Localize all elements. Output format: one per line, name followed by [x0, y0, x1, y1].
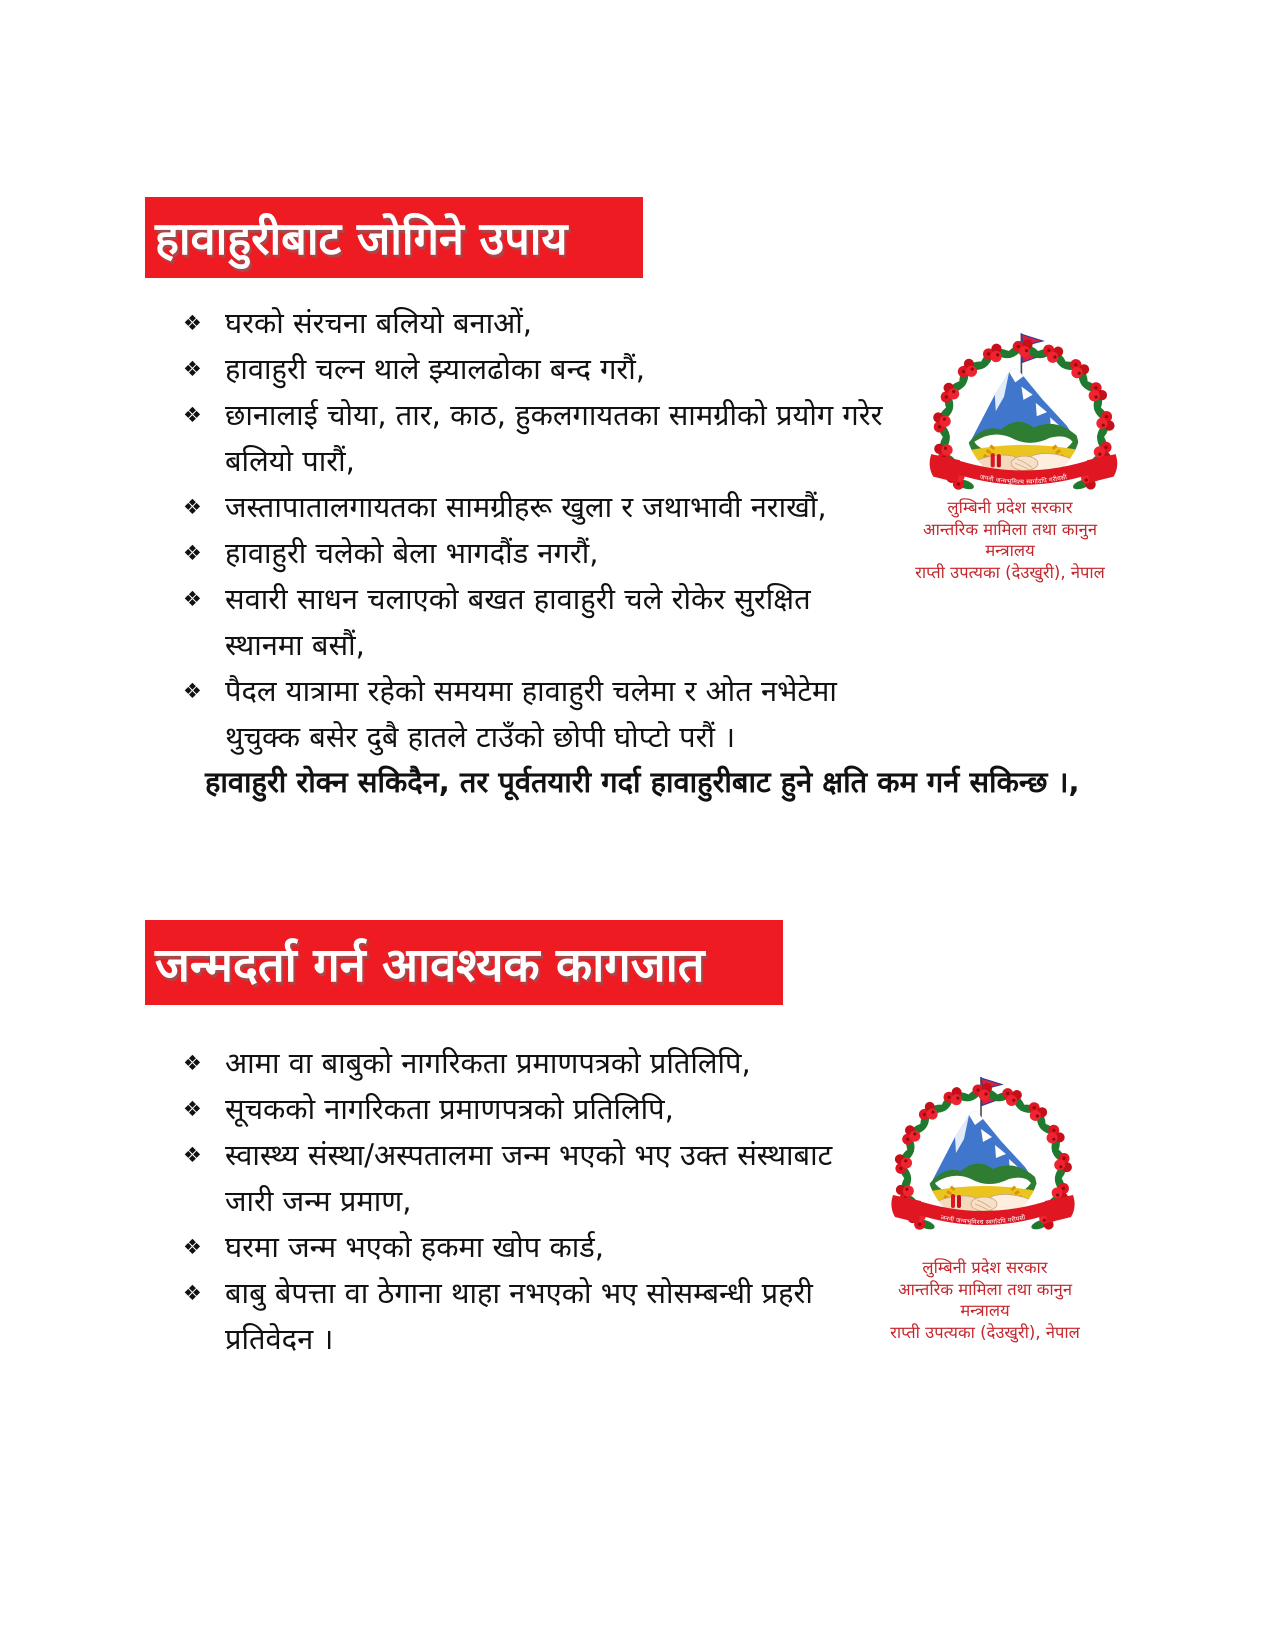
- caption-line: मन्त्रालय: [960, 1301, 1010, 1320]
- list-item-text: जस्तापातालगायतका सामग्रीहरू खुला र जथाभावी नराखौं,: [225, 490, 827, 524]
- diamond-bullet-icon: ❖: [183, 1097, 202, 1121]
- list-item-text: घरमा जन्म भएको हकमा खोप कार्ड,: [225, 1230, 604, 1264]
- list-item: [183, 392, 885, 484]
- list-item-text: हावाहुरी चलेको बेला भागदौंड नगरौं,: [225, 536, 599, 570]
- list-item: [183, 484, 885, 530]
- diamond-bullet-icon: ❖: [183, 495, 202, 519]
- diamond-bullet-icon: ❖: [183, 679, 202, 703]
- nepal-government-emblem: [885, 1067, 1085, 1232]
- list-item: [183, 668, 885, 760]
- list-item-text: सूचकको नागरिकता प्रमाणपत्रको प्रतिलिपि,: [225, 1092, 674, 1126]
- diamond-bullet-icon: ❖: [183, 587, 202, 611]
- list-item: [183, 1132, 885, 1224]
- ministry-caption: [880, 497, 1140, 583]
- nepal-government-emblem: [923, 323, 1128, 492]
- diamond-bullet-icon: ❖: [183, 1235, 202, 1259]
- list-item: [183, 1270, 885, 1362]
- list-item-text: आमा वा बाबुको नागरिकता प्रमाणपत्रको प्रतिलिपि,: [225, 1046, 751, 1080]
- list-item: [183, 346, 885, 392]
- caption-line: राप्ती उपत्यका (देउखुरी), नेपाल: [915, 562, 1105, 582]
- caption-line: मन्त्रालय: [985, 541, 1035, 560]
- list-item: [183, 1224, 885, 1270]
- list-item-text: बाबु बेपत्ता वा ठेगाना थाहा नभएको भए सोसम्बन्धी प्रहरी प्रतिवेदन ।: [225, 1276, 813, 1356]
- diamond-bullet-icon: ❖: [183, 1051, 202, 1075]
- caption-line: आन्तरिक मामिला तथा कानुन: [897, 1279, 1072, 1299]
- section1-title-banner: हावाहुरीबाट जोगिने उपाय: [145, 197, 643, 278]
- list-item: [183, 300, 885, 346]
- caption-line: आन्तरिक मामिला तथा कानुन: [922, 519, 1097, 539]
- list-item-text: स्वास्थ्य संस्था/अस्पतालमा जन्म भएको भए उक्त संस्थाबाट जारी जन्म प्रमाण,: [225, 1138, 833, 1218]
- list-item: [183, 1040, 885, 1086]
- diamond-bullet-icon: ❖: [183, 311, 202, 335]
- diamond-bullet-icon: ❖: [183, 357, 202, 381]
- diamond-bullet-icon: ❖: [183, 1143, 202, 1167]
- list-item-text: सवारी साधन चलाएको बखत हावाहुरी चले रोकेर सुरक्षित स्थानमा बसौं,: [225, 582, 811, 662]
- birth-registration-documents-list: [183, 1040, 885, 1362]
- list-item-text: पैदल यात्रामा रहेको समयमा हावाहुरी चलेमा र ओत नभेटेमा थुचुक्क बसेर दुबै हातले टाउँको छोपी घोप्टो परौं ।: [225, 674, 837, 754]
- caption-line: लुम्बिनी प्रदेश सरकार: [947, 498, 1073, 517]
- diamond-bullet-icon: ❖: [183, 541, 202, 565]
- list-item-text: छानालाई चोया, तार, काठ, हुकलगायतका सामग्रीको प्रयोग गरेर बलियो पारौं,: [225, 398, 883, 478]
- windstorm-safety-list: [183, 300, 885, 760]
- ministry-caption: [865, 1257, 1105, 1343]
- list-item: [183, 1086, 885, 1132]
- caption-line: राप्ती उपत्यका (देउखुरी), नेपाल: [890, 1322, 1080, 1342]
- list-item: [183, 576, 885, 668]
- list-item-text: घरको संरचना बलियो बनाओं,: [225, 306, 533, 340]
- section2-title-banner: जन्मदर्ता गर्न आवश्यक कागजात: [145, 920, 783, 1005]
- list-item: [183, 530, 885, 576]
- list-item-text: हावाहुरी चल्न थाले झ्यालढोका बन्द गरौं,: [225, 352, 645, 386]
- diamond-bullet-icon: ❖: [183, 403, 202, 427]
- caption-line: लुम्बिनी प्रदेश सरकार: [922, 1258, 1048, 1277]
- diamond-bullet-icon: ❖: [183, 1281, 202, 1305]
- section1-closing-note: हावाहुरी रोक्न सकिदैन, तर पूर्वतयारी गर्दा हावाहुरीबाट हुने क्षति कम गर्न सकिन्छ ।,: [205, 765, 1080, 799]
